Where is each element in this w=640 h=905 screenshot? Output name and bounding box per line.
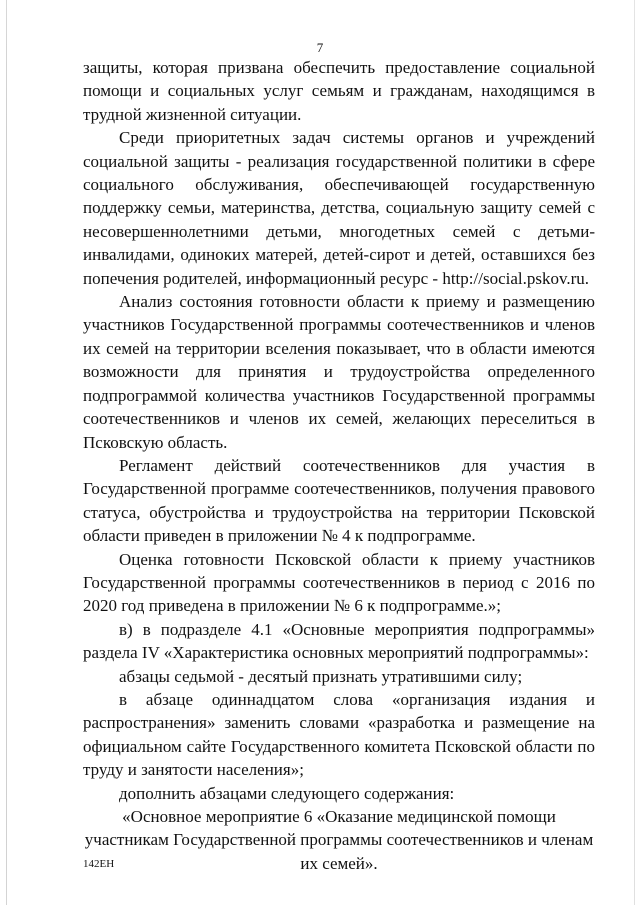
paragraph-readiness-assessment: Оценка готовности Псковской области к приему участников Государственной программы соотечественников в период с 2016 по 2020 год приведена в приложении № 6 к подпрограмме.»; bbox=[83, 549, 595, 616]
paragraph-replace-words: в абзаце одиннадцатом слова «организация издания и распространения» заменить словами «разработка и размещение на официальном сайте Государственного комитета Псковской области по труду и занятости населения»; bbox=[83, 689, 595, 780]
paragraph-subsection-4-1: в) в подразделе 4.1 «Основные мероприятия подпрограммы» раздела IV «Характеристика основных мероприятий подпрограммы»: bbox=[83, 619, 595, 663]
footer-code: 142ЕН bbox=[83, 858, 115, 870]
paragraph-readiness-analysis: Анализ состояния готовности области к приему и размещению участников Государственной программы соотечественников и членов их семей на территории вселения показывает, что в области имеются возможности для принятия и трудоустройства определенного подпрограммой количества участников Государственной программы соотечественников и членов их семей, желающих переселиться в Псковскую область. bbox=[83, 292, 595, 452]
scan-edge-right bbox=[634, 0, 635, 905]
paragraph-paragraphs-void: абзацы седьмой - десятый признать утратившими силу; bbox=[119, 666, 523, 686]
paragraph-regulations: Регламент действий соотечественников для участия в Государственной программе соотечественников, получения правового статуса, обустройства и трудоустройства на территории Псковской области приведен в приложении № 4 к подпрограмме. bbox=[83, 455, 595, 546]
page-number: 7 bbox=[316, 40, 324, 55]
document-body bbox=[83, 56, 595, 875]
paragraph-main-event-6: «Основное мероприятие 6 «Оказание медицинской помощи участникам Государственной программы соотечественников и членам их семей». bbox=[84, 807, 594, 873]
paragraph-add-content: дополнить абзацами следующего содержания: bbox=[119, 783, 455, 803]
scan-edge-left bbox=[6, 0, 7, 905]
paragraph-social-protection-end: защиты, которая призвана обеспечить предоставление социальной помощи и социальных услуг семьям и гражданам, находящимся в трудной жизненной ситуации. bbox=[83, 58, 595, 124]
paragraph-priority-tasks: Среди приоритетных задач системы органов и учреждений социальной защиты - реализация государственной политики в сфере социального обслуживания, обеспечивающей государственную поддержку семьи, материнства, детства, социальную защиту семей с несовершеннолетними детьми, многодетных семей с детьми-инвалидами, одиноких матерей, детей-сирот и детей, оставшихся без попечения родителей, информационный ресурс - http://social.pskov.ru. bbox=[83, 128, 595, 288]
